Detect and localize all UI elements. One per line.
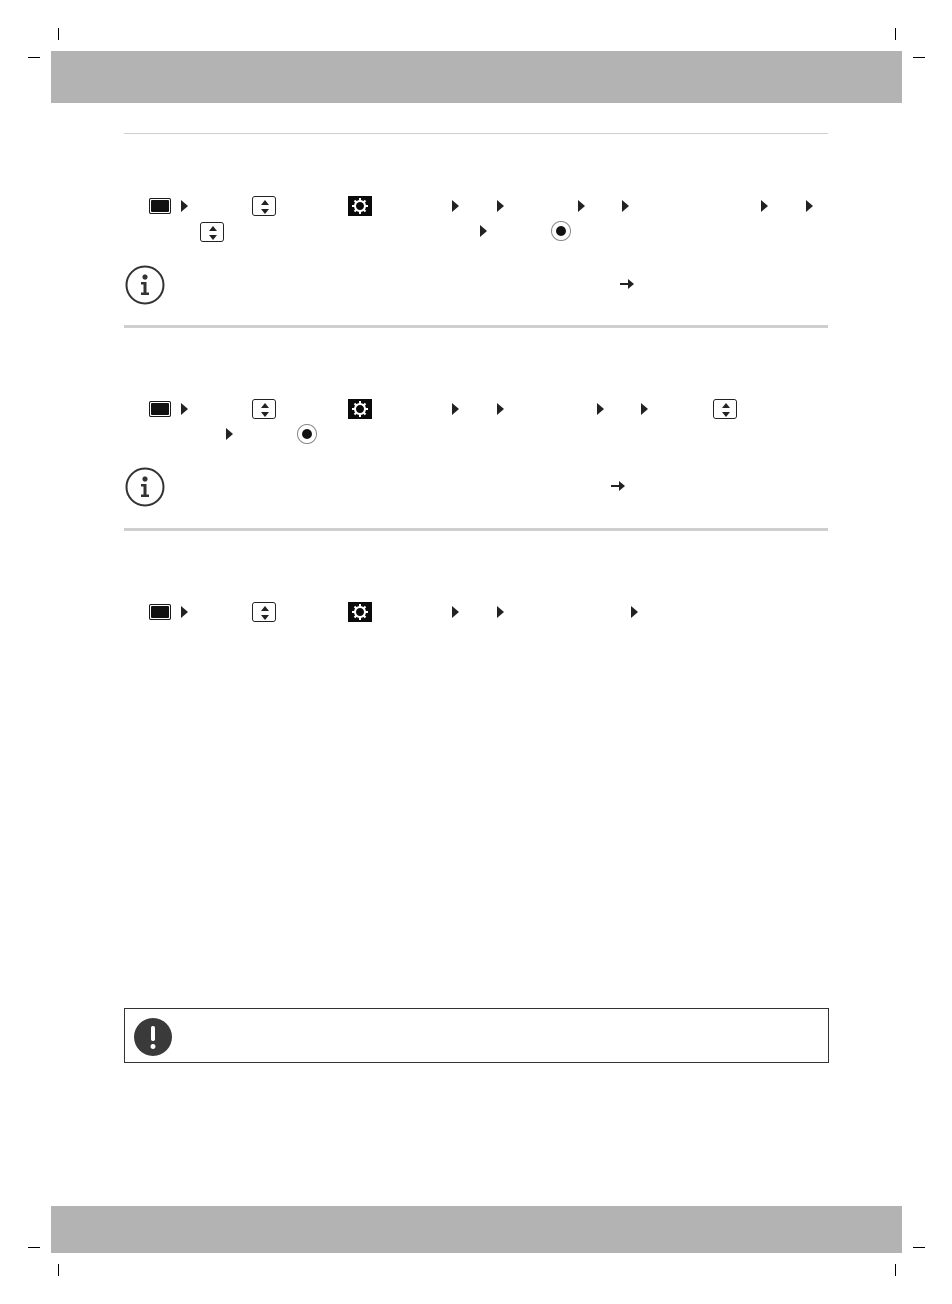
arrow-right-icon: [622, 200, 629, 212]
crop-mark: [895, 1264, 896, 1276]
section-separator: [124, 133, 828, 134]
crop-mark: [28, 57, 40, 58]
arrow-right-icon: [597, 403, 604, 415]
footer-band: [51, 1206, 902, 1253]
arrow-right-icon: [181, 606, 188, 618]
info-icon: [125, 265, 165, 305]
arrow-right-icon: [480, 225, 487, 237]
menu-key-icon: [149, 401, 171, 417]
section-separator: [124, 325, 828, 328]
navigation-key-updown-icon: [252, 399, 276, 419]
crop-mark: [58, 1264, 59, 1276]
crop-mark: [913, 57, 925, 58]
exclamation-icon: [134, 1018, 172, 1056]
arrow-right-icon: [452, 403, 459, 415]
menu-key-icon: [149, 198, 171, 214]
arrow-right-icon: [641, 403, 648, 415]
radio-selected-icon: [297, 424, 317, 444]
goto-arrow-icon: [620, 278, 634, 290]
goto-arrow-icon: [611, 480, 625, 492]
arrow-right-icon: [631, 606, 638, 618]
gear-icon: [348, 602, 372, 622]
gear-icon: [348, 399, 372, 419]
header-band: [51, 51, 902, 103]
arrow-right-icon: [497, 606, 504, 618]
crop-mark: [913, 1247, 925, 1248]
arrow-right-icon: [452, 200, 459, 212]
arrow-right-icon: [226, 428, 233, 440]
section-separator: [124, 528, 828, 531]
arrow-right-icon: [497, 200, 504, 212]
navigation-key-updown-icon: [200, 222, 224, 242]
navigation-key-updown-icon: [252, 602, 276, 622]
crop-mark: [28, 1247, 40, 1248]
arrow-right-icon: [761, 200, 768, 212]
arrow-right-icon: [452, 606, 459, 618]
radio-selected-icon: [551, 221, 571, 241]
arrow-right-icon: [806, 200, 813, 212]
arrow-right-icon: [578, 200, 585, 212]
gear-icon: [348, 196, 372, 216]
navigation-key-updown-icon: [252, 196, 276, 216]
info-icon: [125, 467, 165, 507]
crop-mark: [58, 28, 59, 40]
arrow-right-icon: [181, 200, 188, 212]
crop-mark: [895, 28, 896, 40]
menu-key-icon: [149, 604, 171, 620]
arrow-right-icon: [497, 403, 504, 415]
warning-box: [124, 1008, 829, 1063]
navigation-key-updown-icon: [713, 399, 737, 419]
arrow-right-icon: [181, 403, 188, 415]
